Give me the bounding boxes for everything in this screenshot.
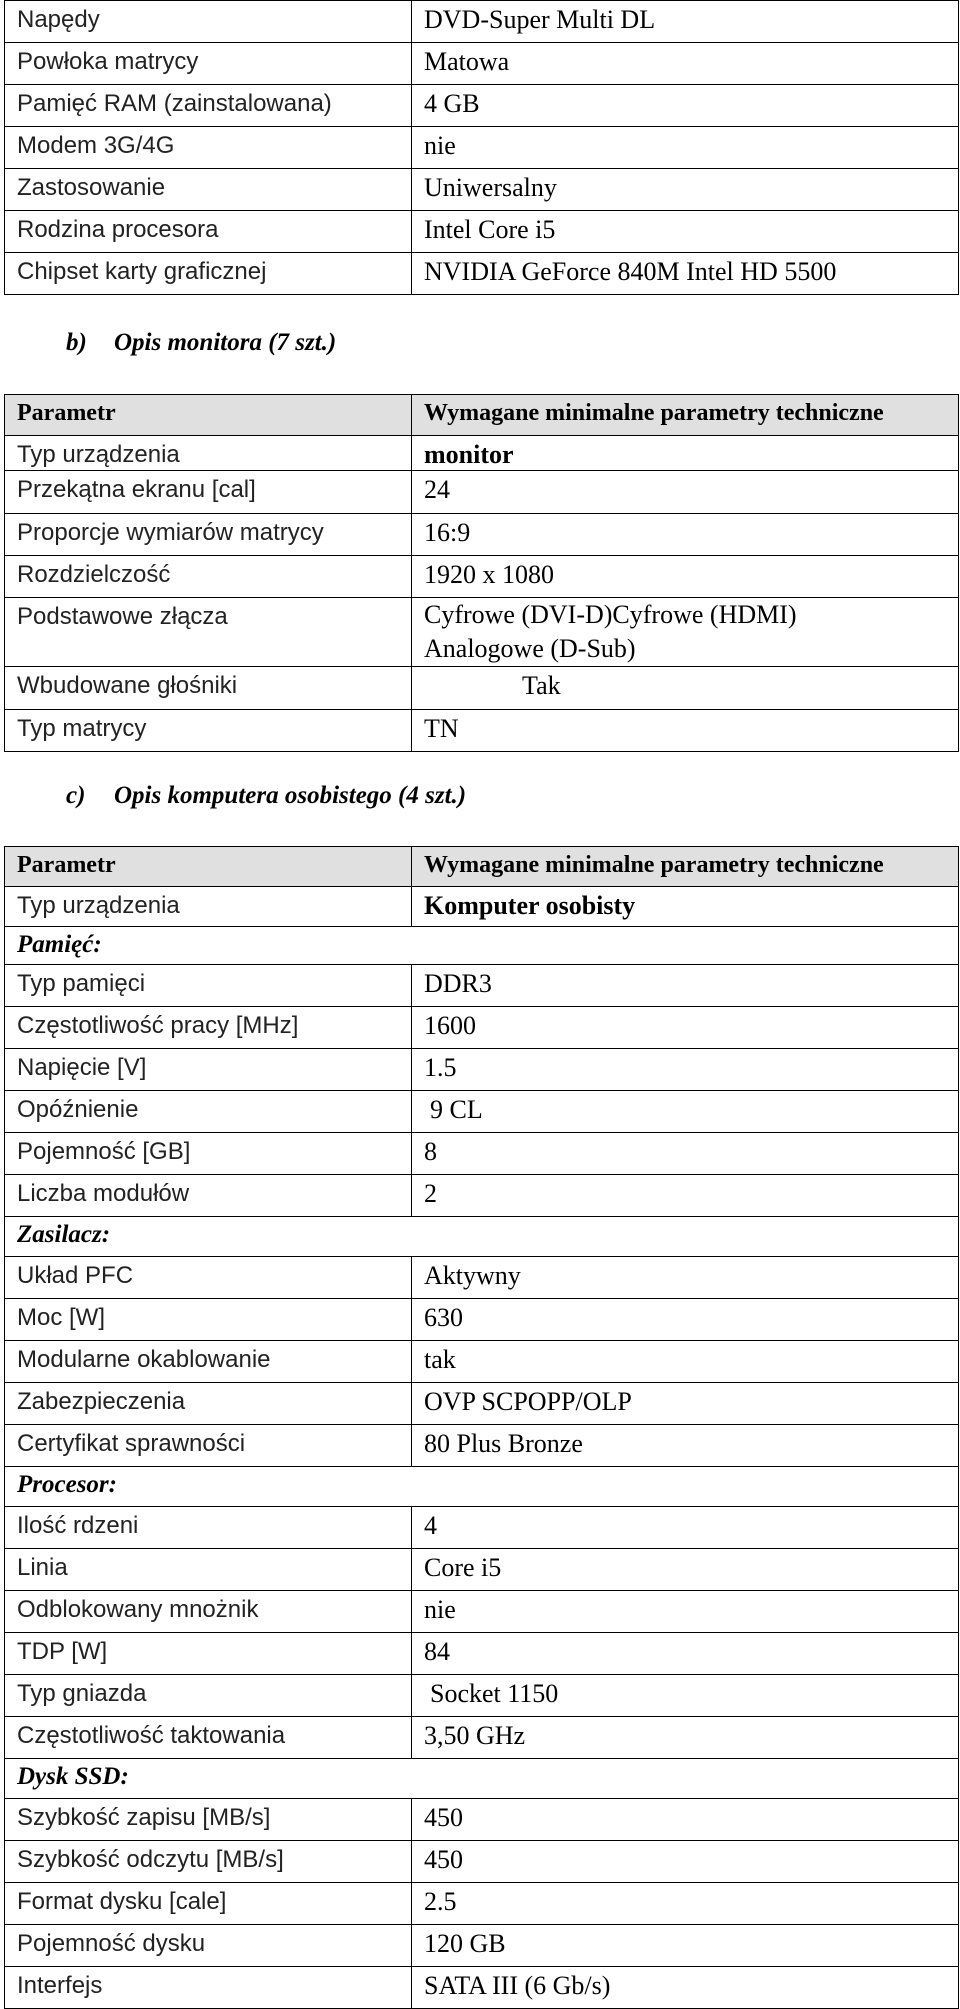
- table-row: [5, 43, 959, 85]
- table-row: [5, 1257, 959, 1299]
- table-row: [5, 556, 959, 598]
- table-row: [5, 887, 959, 927]
- param-value: Komputer osobisty: [412, 887, 959, 927]
- param-value: 2: [412, 1175, 959, 1217]
- table-row: [5, 1175, 959, 1217]
- table-row: [5, 1507, 959, 1549]
- param-value: 630: [412, 1299, 959, 1341]
- param-name: Modularne okablowanie: [5, 1341, 412, 1383]
- table-header-row: [5, 395, 959, 436]
- param-value: SATA III (6 Gb/s): [412, 1967, 959, 2009]
- table-row: [5, 1007, 959, 1049]
- table-row: [5, 1091, 959, 1133]
- param-name: Opóźnienie: [5, 1091, 412, 1133]
- param-name: Typ pamięci: [5, 965, 412, 1007]
- memory-heading: Pamięć:: [5, 927, 959, 965]
- param-name: Powłoka matrycy: [5, 43, 412, 85]
- param-value: 450: [412, 1841, 959, 1883]
- param-value: 1.5: [412, 1049, 959, 1091]
- param-value: 3,50 GHz: [412, 1717, 959, 1759]
- param-name: Przekątna ekranu [cal]: [5, 471, 412, 514]
- section-heading-row: [5, 1759, 959, 1799]
- param-value: Socket 1150: [412, 1675, 959, 1717]
- laptop-spec-table: [4, 0, 959, 295]
- section-heading-row: [5, 1467, 959, 1507]
- column-header-requirements: Wymagane minimalne parametry techniczne: [412, 395, 959, 436]
- param-value: DDR3: [412, 965, 959, 1007]
- param-name: Pojemność [GB]: [5, 1133, 412, 1175]
- param-name: Podstawowe złącza: [5, 598, 412, 667]
- section-title: Opis komputera osobistego (4 szt.): [114, 782, 467, 809]
- param-name: Interfejs: [5, 1967, 412, 2009]
- cpu-heading: Procesor:: [5, 1467, 959, 1507]
- table-row: [5, 1, 959, 43]
- monitor-spec-table: [4, 394, 959, 752]
- table-row: [5, 1425, 959, 1467]
- param-name: Format dysku [cale]: [5, 1883, 412, 1925]
- table-row: [5, 965, 959, 1007]
- table-row: [5, 127, 959, 169]
- param-name: Linia: [5, 1549, 412, 1591]
- param-value: 16:9: [412, 514, 959, 556]
- table-row: [5, 667, 959, 710]
- table-row: [5, 85, 959, 127]
- param-name: Układ PFC: [5, 1257, 412, 1299]
- param-name: Częstotliwość taktowania: [5, 1717, 412, 1759]
- table-row: [5, 1299, 959, 1341]
- param-name: Pojemność dysku: [5, 1925, 412, 1967]
- table-row: [5, 514, 959, 556]
- param-name: Moc [W]: [5, 1299, 412, 1341]
- param-name: Certyfikat sprawności: [5, 1425, 412, 1467]
- table-row: [5, 1925, 959, 1967]
- param-name: Typ matrycy: [5, 710, 412, 752]
- param-name: Napędy: [5, 1, 412, 43]
- param-name: Modem 3G/4G: [5, 127, 412, 169]
- param-name: Typ urządzenia: [5, 887, 412, 927]
- param-value: nie: [412, 127, 959, 169]
- section-letter: b): [66, 329, 87, 356]
- param-value: OVP SCPOPP/OLP: [412, 1383, 959, 1425]
- section-heading-row: [5, 927, 959, 965]
- param-value: Tak: [412, 667, 959, 710]
- table-row: [5, 1133, 959, 1175]
- param-name: Zabezpieczenia: [5, 1383, 412, 1425]
- table-row: [5, 1591, 959, 1633]
- param-name: Rodzina procesora: [5, 211, 412, 253]
- param-value: 1600: [412, 1007, 959, 1049]
- param-value: NVIDIA GeForce 840M Intel HD 5500: [412, 253, 959, 295]
- param-value: 450: [412, 1799, 959, 1841]
- param-value: 120 GB: [412, 1925, 959, 1967]
- table-row: [5, 710, 959, 752]
- param-name: Rozdzielczość: [5, 556, 412, 598]
- param-value: 1920 x 1080: [412, 556, 959, 598]
- table-row: [5, 1633, 959, 1675]
- table-row: [5, 598, 959, 667]
- param-name: Zastosowanie: [5, 169, 412, 211]
- param-name: Pamięć RAM (zainstalowana): [5, 85, 412, 127]
- table-row: [5, 1883, 959, 1925]
- param-value: 4: [412, 1507, 959, 1549]
- param-value: 24: [412, 471, 959, 514]
- param-value: Uniwersalny: [412, 169, 959, 211]
- section-letter: c): [66, 782, 86, 809]
- param-value: Core i5: [412, 1549, 959, 1591]
- param-value: monitor: [412, 436, 959, 471]
- column-header-param: Parametr: [5, 847, 412, 887]
- column-header-requirements: Wymagane minimalne parametry techniczne: [412, 847, 959, 887]
- table-row: [5, 1799, 959, 1841]
- param-name: Ilość rdzeni: [5, 1507, 412, 1549]
- ssd-heading: Dysk SSD:: [5, 1759, 959, 1799]
- table-row: [5, 1383, 959, 1425]
- param-value: Intel Core i5: [412, 211, 959, 253]
- table-header-row: [5, 847, 959, 887]
- section-heading-row: [5, 1217, 959, 1257]
- table-row: [5, 169, 959, 211]
- table-row: [5, 1841, 959, 1883]
- column-header-param: Parametr: [5, 395, 412, 436]
- table-row: [5, 253, 959, 295]
- table-row: [5, 1717, 959, 1759]
- param-value: 84: [412, 1633, 959, 1675]
- table-row: [5, 436, 959, 471]
- param-value: 80 Plus Bronze: [412, 1425, 959, 1467]
- param-value: Aktywny: [412, 1257, 959, 1299]
- section-b-caption: [66, 329, 336, 357]
- param-name: Częstotliwość pracy [MHz]: [5, 1007, 412, 1049]
- param-name: Napięcie [V]: [5, 1049, 412, 1091]
- table-row: [5, 1675, 959, 1717]
- param-value: 9 CL: [412, 1091, 959, 1133]
- table-row: [5, 1967, 959, 2009]
- table-row: [5, 1341, 959, 1383]
- param-value: 4 GB: [412, 85, 959, 127]
- param-value: TN: [412, 710, 959, 752]
- param-value: DVD-Super Multi DL: [412, 1, 959, 43]
- table-row: [5, 471, 959, 514]
- param-value: 8: [412, 1133, 959, 1175]
- param-name: Typ urządzenia: [5, 436, 412, 471]
- psu-heading: Zasilacz:: [5, 1217, 959, 1257]
- param-name: TDP [W]: [5, 1633, 412, 1675]
- param-value: nie: [412, 1591, 959, 1633]
- param-value: 2.5: [412, 1883, 959, 1925]
- table-row: [5, 1049, 959, 1091]
- param-value: Cyfrowe (DVI-D)Cyfrowe (HDMI) Analogowe (D-Sub): [412, 598, 959, 667]
- param-name: Odblokowany mnożnik: [5, 1591, 412, 1633]
- param-name: Chipset karty graficznej: [5, 253, 412, 295]
- section-title: Opis monitora (7 szt.): [114, 329, 337, 356]
- param-value: Matowa: [412, 43, 959, 85]
- section-c-caption: [66, 782, 466, 810]
- param-name: Proporcje wymiarów matrycy: [5, 514, 412, 556]
- table-row: [5, 211, 959, 253]
- param-name: Liczba modułów: [5, 1175, 412, 1217]
- param-name: Wbudowane głośniki: [5, 667, 412, 710]
- param-name: Szybkość odczytu [MB/s]: [5, 1841, 412, 1883]
- param-name: Typ gniazda: [5, 1675, 412, 1717]
- table-row: [5, 1549, 959, 1591]
- param-name: Szybkość zapisu [MB/s]: [5, 1799, 412, 1841]
- param-value: tak: [412, 1341, 959, 1383]
- pc-spec-table: [4, 846, 959, 2009]
